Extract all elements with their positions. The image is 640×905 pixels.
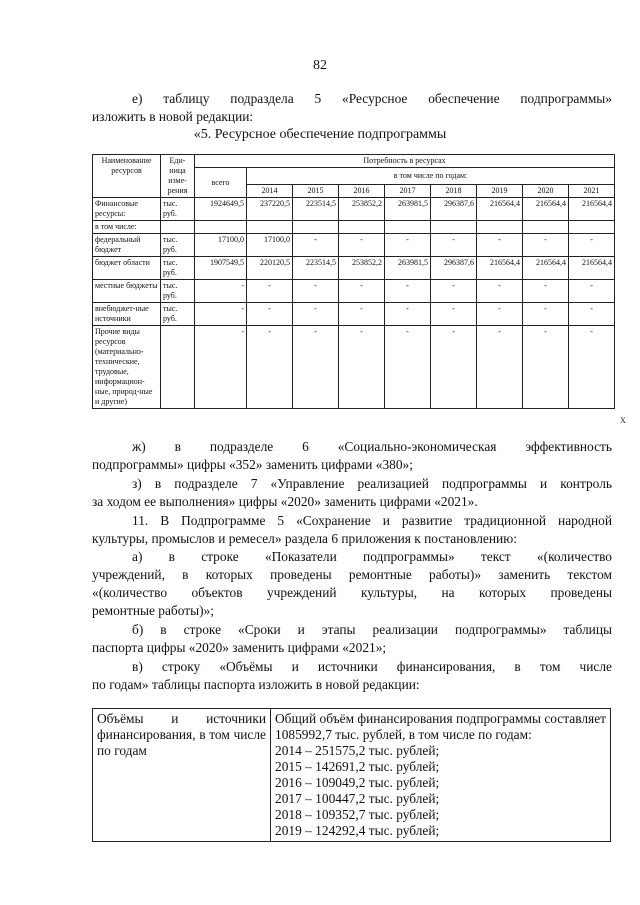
finance-year-line: 2014 – 251575,2 тыс. рублей; <box>275 743 440 758</box>
finance-year-line: 2017 – 100447,2 тыс. рублей; <box>275 791 440 806</box>
header-unit: Еди-ница изме-рения <box>161 155 195 198</box>
row-unit: тыс. руб. <box>161 303 195 326</box>
row-value: - <box>385 280 431 303</box>
table-row <box>93 326 615 409</box>
year-header: 2019 <box>477 185 523 198</box>
header-total: всего <box>195 168 247 198</box>
intro-line-2: изложить в новой редакции: <box>92 109 254 124</box>
row-value: - <box>569 303 615 326</box>
row-value: 223514,5 <box>293 257 339 280</box>
finance-year-line: 2015 – 142691,2 тыс. рублей; <box>275 759 440 774</box>
year-header: 2020 <box>523 185 569 198</box>
row-value: 263981,5 <box>385 257 431 280</box>
pb-line-1: б) в строке «Сроки и этапы реализации подпрограммы» таблицы <box>132 622 612 637</box>
paragraph-zh <box>92 438 612 474</box>
row-unit <box>161 326 195 409</box>
row-value: - <box>385 234 431 257</box>
row-unit <box>161 221 195 234</box>
pa-line-3: «(количество объектов учреждений культуры, на которых проведены <box>92 585 612 600</box>
header-by-years: в том числе по годам: <box>247 168 615 185</box>
year-header: 2021 <box>569 185 615 198</box>
row-value: - <box>477 280 523 303</box>
row-name: в том числе: <box>93 221 161 234</box>
resource-table <box>92 154 615 409</box>
pa-line-1: а) в строке «Показатели подпрограммы» текст «(количество <box>132 549 612 564</box>
p-z-line-1: з) в подразделе 7 «Управление реализацией подпрограммы и контроль <box>132 476 612 491</box>
row-name: бюджет области <box>93 257 161 280</box>
row-value: - <box>293 326 339 409</box>
row-value <box>293 221 339 234</box>
row-value: 216564,4 <box>523 257 569 280</box>
finance-left-text: Объёмы и источники финансирования, в том числе по годам <box>97 711 266 758</box>
year-header: 2017 <box>385 185 431 198</box>
row-value: - <box>339 234 385 257</box>
row-value: - <box>569 280 615 303</box>
p11-line-1: 11. В Подпрограмме 5 «Сохранение и развитие традиционной народной <box>132 513 612 528</box>
row-value: - <box>339 326 385 409</box>
row-value <box>477 221 523 234</box>
table-row <box>93 303 615 326</box>
row-value: 296387,6 <box>431 257 477 280</box>
row-unit: тыс. руб. <box>161 257 195 280</box>
finance-year-line: 2018 – 109352,7 тыс. рублей; <box>275 807 440 822</box>
row-value: - <box>431 326 477 409</box>
intro-line-1: е) таблицу подраздела 5 «Ресурсное обеспечение подпрограммы» <box>132 91 612 106</box>
row-value: 216564,4 <box>569 198 615 221</box>
row-value: 17100,0 <box>247 234 293 257</box>
row-name: местные бюджеты <box>93 280 161 303</box>
year-header: 2015 <box>293 185 339 198</box>
row-value: 216564,4 <box>523 198 569 221</box>
row-value: - <box>385 326 431 409</box>
row-value: - <box>477 234 523 257</box>
row-name: Прочие виды ресурсов (материально-технические, трудовые, информацион-ные, природ-ные и другие) <box>93 326 161 409</box>
year-header: 2016 <box>339 185 385 198</box>
row-value <box>431 221 477 234</box>
p-zh-line-2: подпрограммы» цифры «352» заменить цифрами «380»; <box>92 457 413 472</box>
row-value: - <box>523 234 569 257</box>
row-total: - <box>195 326 247 409</box>
row-unit: тыс. руб. <box>161 198 195 221</box>
paragraph-b <box>92 621 612 657</box>
row-value: - <box>523 303 569 326</box>
row-value <box>247 221 293 234</box>
row-value: 216564,4 <box>477 198 523 221</box>
p11-line-2: культуры, промыслов и ремесел» раздела 6 приложения к постановлению: <box>92 531 517 546</box>
header-need: Потребность в ресурсах <box>195 155 615 168</box>
row-name: внебюджет-ные источники <box>93 303 161 326</box>
p-zh-line-1: ж) в подразделе 6 «Социально-экономическая эффективность <box>132 439 612 454</box>
row-unit: тыс. руб. <box>161 280 195 303</box>
row-value: 263981,5 <box>385 198 431 221</box>
pb-line-2: паспорта цифры «2020» заменить цифрами «2021»; <box>92 640 387 655</box>
row-value <box>385 221 431 234</box>
row-value: 216564,4 <box>569 257 615 280</box>
row-value: - <box>247 280 293 303</box>
table-row <box>93 257 615 280</box>
year-header: 2018 <box>431 185 477 198</box>
row-name: федеральный бюджет <box>93 234 161 257</box>
row-value: 253852,2 <box>339 257 385 280</box>
table-row <box>93 221 615 234</box>
pv-line-2: по годам» таблицы паспорта изложить в новой редакции: <box>92 677 420 692</box>
row-value: 223514,5 <box>293 198 339 221</box>
row-total: 1907549,5 <box>195 257 247 280</box>
header-name: Наименование ресурсов <box>93 155 161 198</box>
row-value: - <box>247 303 293 326</box>
row-unit: тыс. руб. <box>161 234 195 257</box>
row-value: 253852,2 <box>339 198 385 221</box>
row-value: - <box>431 303 477 326</box>
row-total: - <box>195 303 247 326</box>
table-row <box>93 198 615 221</box>
row-value: - <box>339 280 385 303</box>
row-name: Финансовые ресурсы: <box>93 198 161 221</box>
finance-left-cell <box>93 709 271 842</box>
finance-table <box>92 708 611 842</box>
row-value <box>523 221 569 234</box>
row-value: 220120,5 <box>247 257 293 280</box>
row-value: - <box>293 280 339 303</box>
finance-right-cell <box>271 709 611 842</box>
row-value: - <box>339 303 385 326</box>
intro-paragraph <box>92 90 612 126</box>
table-row <box>93 280 615 303</box>
finance-year-line: 2016 – 109049,2 тыс. рублей; <box>275 775 440 790</box>
finance-year-line: 2019 – 124292,4 тыс. рублей; <box>275 823 440 838</box>
pa-line-2: учреждений, в которых проведены ремонтные работы)» заменить текстом <box>92 567 612 582</box>
row-value <box>569 221 615 234</box>
paragraph-z <box>92 475 612 511</box>
row-value: - <box>569 326 615 409</box>
row-value: - <box>385 303 431 326</box>
row-value: - <box>523 326 569 409</box>
row-value: - <box>431 280 477 303</box>
row-value: - <box>477 326 523 409</box>
margin-mark: х <box>620 412 626 426</box>
p-z-line-2: за ходом ее выполнения» цифры «2020» заменить цифрами «2021». <box>92 494 478 509</box>
row-value: - <box>293 234 339 257</box>
row-total: 1924649,5 <box>195 198 247 221</box>
row-total: - <box>195 280 247 303</box>
page-number: 82 <box>313 58 327 73</box>
table-row <box>93 234 615 257</box>
paragraph-a <box>92 548 612 620</box>
row-value: - <box>477 303 523 326</box>
row-value <box>339 221 385 234</box>
finance-year-lines <box>275 743 606 839</box>
section-heading: «5. Ресурсное обеспечение подпрограммы <box>193 127 447 142</box>
pv-line-1: в) строку «Объёмы и источники финансирования, в том числе <box>132 659 612 674</box>
row-value: - <box>247 326 293 409</box>
paragraph-v <box>92 658 612 694</box>
row-total: 17100,0 <box>195 234 247 257</box>
resource-table-body <box>93 198 615 409</box>
row-value: - <box>523 280 569 303</box>
row-value: 237220,5 <box>247 198 293 221</box>
finance-intro: Общий объём финансирования подпрограммы составляет 1085992,7 тыс. рублей, в том числе по годам: <box>275 711 606 742</box>
row-value: 216564,4 <box>477 257 523 280</box>
row-value: - <box>569 234 615 257</box>
year-header: 2014 <box>247 185 293 198</box>
row-value: - <box>431 234 477 257</box>
pa-line-4: ремонтные работы)»; <box>92 603 214 618</box>
paragraph-11 <box>92 512 612 548</box>
row-total <box>195 221 247 234</box>
row-value: - <box>293 303 339 326</box>
row-value: 296387,6 <box>431 198 477 221</box>
